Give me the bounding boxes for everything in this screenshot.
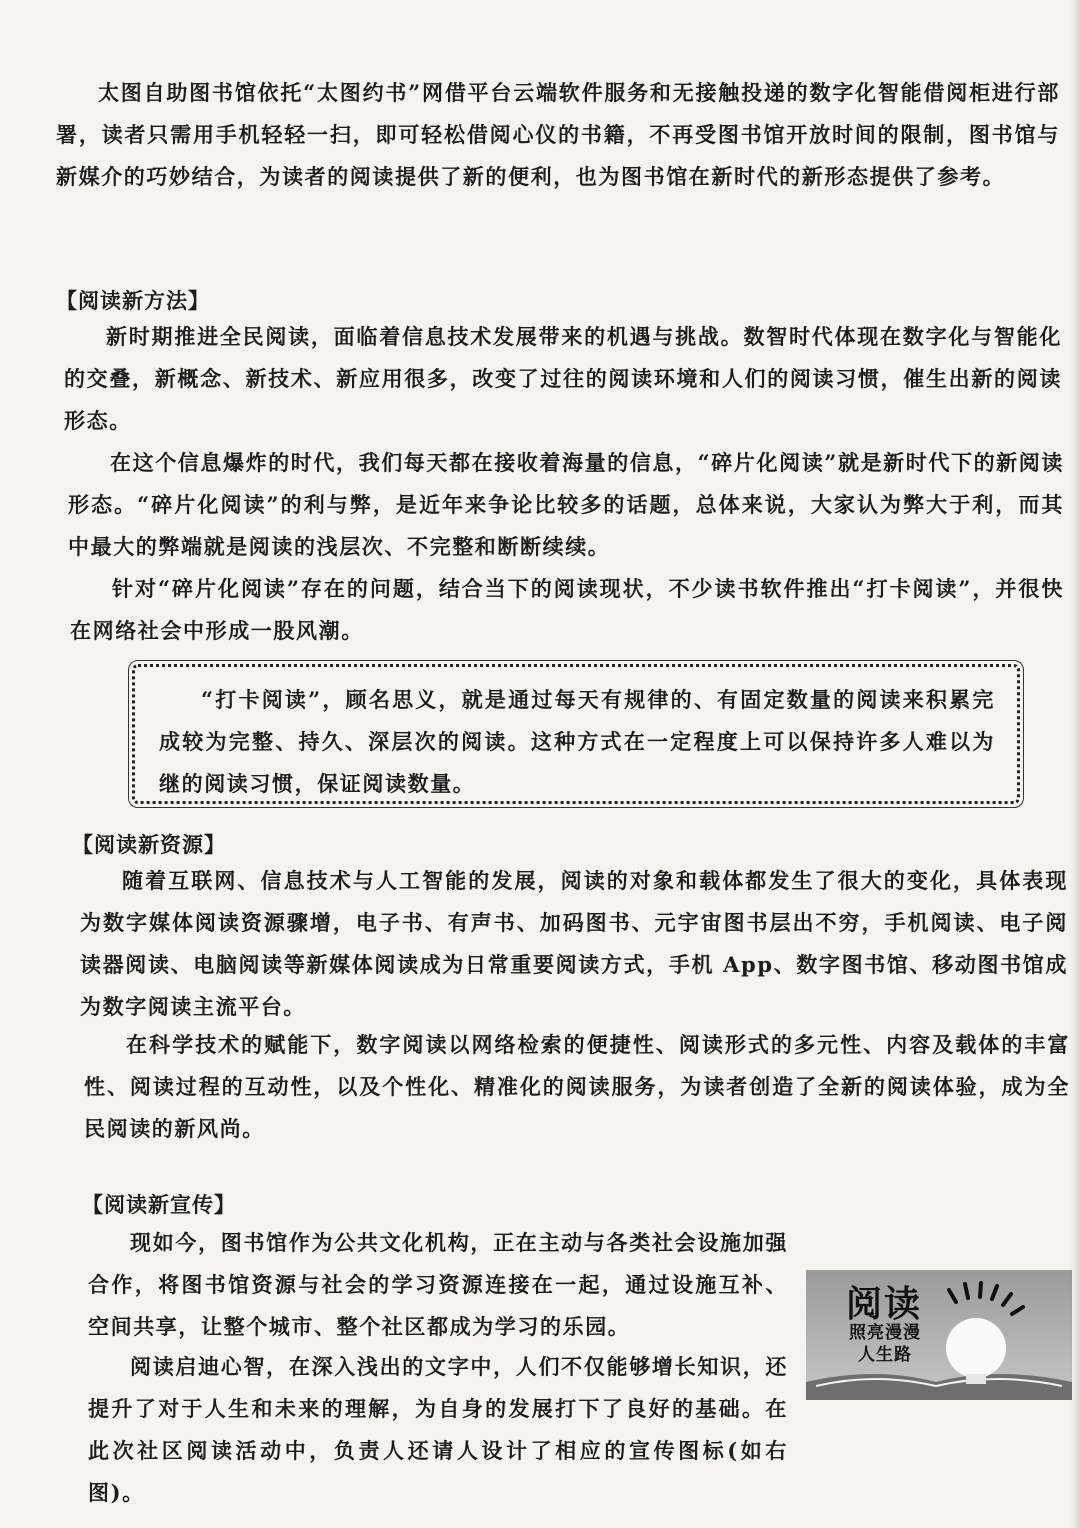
definition-text: “打卡阅读”，顾名思义，就是通过每天有规律的、有固定数量的阅读来积累完成较为完整、持久、深层次的阅读。这种方式在一定程度上可以保持许多人难以为继的阅读习惯，保证阅读数量。 bbox=[159, 687, 995, 796]
methods-paragraph-1: 新时期推进全民阅读，面临着信息技术发展带来的机遇与挑战。数智时代体现在数字化与智能化的交叠，新概念、新技术、新应用很多，改变了过往的阅读环境和人们的阅读习惯，催生出新的阅读形态。 bbox=[64, 324, 1062, 433]
badge-subtitle-line-1: 照亮漫漫 bbox=[849, 1323, 921, 1343]
section-heading-promotion: 【阅读新宣传】 bbox=[82, 1193, 236, 1217]
promotion-paragraph-1: 现如今，图书馆作为公共文化机构，正在主动与各类社会设施加强合作，将图书馆资源与社会的学习资源连接在一起，通过设施互补、空间共享，让整个城市、整个社区都成为学习的乐园。 bbox=[88, 1230, 788, 1339]
badge-subtitle bbox=[840, 1322, 930, 1366]
reading-promo-badge bbox=[806, 1270, 1072, 1400]
definition-box bbox=[132, 664, 1020, 804]
intro-paragraph: 太图自助图书馆依托“太图约书”网借平台云端软件服务和无接触投递的数字化智能借阅柜进行部署，读者只需用手机轻轻一扫，即可轻松借阅心仪的书籍，不再受图书馆开放时间的限制，图书馆与新媒介的巧妙结合，为读者的阅读提供了新的便利，也为图书馆在新时代的新形态提供了参考。 bbox=[56, 80, 1060, 189]
methods-paragraph-3: 针对“碎片化阅读”存在的问题，结合当下的阅读现状，不少读书软件推出“打卡阅读”，并很快在网络社会中形成一股风潮。 bbox=[70, 576, 1064, 643]
section-heading-methods: 【阅读新方法】 bbox=[56, 289, 210, 313]
methods-paragraph-2: 在这个信息爆炸的时代，我们每天都在接收着海量的信息，“碎片化阅读”就是新时代下的新阅读形态。“碎片化阅读”的利与弊，是近年来争论比较多的话题，总体来说，大家认为弊大于利，而其中最大的弊端就是阅读的浅层次、不完整和断断续续。 bbox=[68, 450, 1064, 559]
page-edge-shadow bbox=[1070, 0, 1080, 1528]
promotion-paragraph-2: 阅读启迪心智，在深入浅出的文字中，人们不仅能够增长知识，还提升了对于人生和未来的理解，为自身的发展打下了良好的基础。在此次社区阅读活动中，负责人还请人设计了相应的宣传图标(如右图)。 bbox=[88, 1354, 788, 1505]
badge-subtitle-line-2: 人生路 bbox=[858, 1345, 912, 1365]
badge-title: 阅读 bbox=[846, 1284, 923, 1325]
section-heading-resources: 【阅读新资源】 bbox=[72, 833, 226, 857]
resources-paragraph-1: 随着互联网、信息技术与人工智能的发展，阅读的对象和载体都发生了很大的变化，具体表现为数字媒体阅读资源骤增，电子书、有声书、加码图书、元宇宙图书层出不穷，手机阅读、电子阅读器阅读、电脑阅读等新媒体阅读成为日常重要阅读方式，手机 App、数字图书馆、移动图书馆成为数字阅读主流平台。 bbox=[80, 868, 1068, 1019]
resources-paragraph-2: 在科学技术的赋能下，数字阅读以网络检索的便捷性、阅读形式的多元性、内容及载体的丰富性、阅读过程的互动性，以及个性化、精准化的阅读服务，为读者创造了全新的阅读体验，成为全民阅读的新风尚。 bbox=[84, 1032, 1070, 1141]
